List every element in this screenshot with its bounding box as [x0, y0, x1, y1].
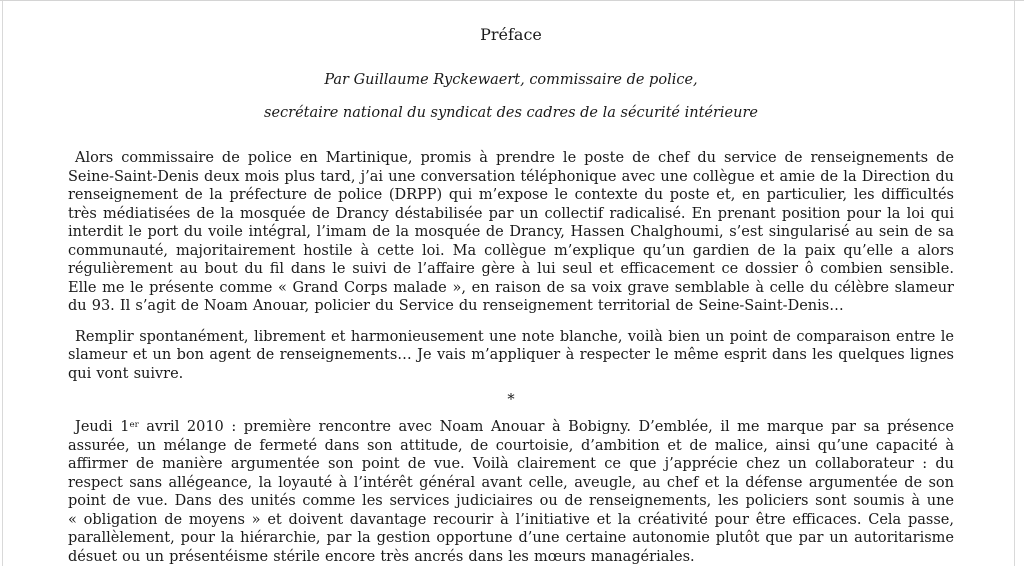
section-separator-asterisk: * [507, 392, 515, 408]
byline-author: Par Guillaume Ryckewaert, commissaire de police, [324, 72, 698, 88]
paragraph-2: Remplir spontanément, librement et harmonieusement une note blanche, voilà bien un point de comparaison entre le slameur et un bon agent de renseignements… Je vais m’appliquer à respecter le même esprit dans les quelques lignes qui vont suivre. [68, 328, 954, 382]
paragraph-1: Alors commissaire de police en Martinique, promis à prendre le poste de chef du service de renseignements de Seine-Saint-Denis deux mois plus tard, j’ai une conversation téléphonique avec une collègue et amie de la Direction du renseignement de la préfecture de police (DRPP) qui m’expose le contexte du poste et, en particulier, les difficultés très médiatisées de la mosquée de Drancy déstabilisée par un collectif radicalisé. En prenant position pour la loi qui interdit le port du voile intégral, l’imam de la mosquée de Drancy, Hassen Chalghoumi, s’est singularisé au sein de sa communauté, majoritairement hostile à cette loi. Ma collègue m’explique qu’un gardien de la paix qu’elle a alors régulièrement au bout du fil dans le suivi de l’affaire gère à lui seul et efficacement ce dossier ô combien sensible. Elle me le présente comme « Grand Corps malade », en raison de sa voix grave semblable à celle du célèbre slameur du 93. Il s’agit de Noam Anouar, policier du Service du renseignement territorial de Seine-Saint-Denis… [68, 150, 954, 314]
page-title: Préface [480, 25, 542, 44]
superscript-ordinal: er [129, 420, 139, 430]
book-page [2, 1, 1015, 566]
paragraph-3 [68, 418, 954, 566]
paragraph-3-rest: avril 2010 : première rencontre avec Noam Anouar à Bobigny. D’emblée, il me marque par sa présence assurée, un mélange de fermeté dans son attitude, de courtoisie, d’ambition et de malice, ainsi qu’une capacité à affirmer de manière argumentée son point de vue. Voilà clairement ce que j’apprécie chez un collaborateur : du respect sans allégeance, la loyauté à l’intérêt général avant celle, aveugle, au chef et la défense argumentée de son point de vue. Dans des unités comme les services judiciaires ou de renseignements, les policiers sont soumis à une « obligation de moyens » et doivent davantage recourir à l’initiative et la créativité pour être efficaces. Cela passe, parallèlement, pour la hiérarchie, par la gestion opportune d’une certaine autonomie plutôt que par un autoritarisme désuet ou un présentéisme stérile encore très ancrés dans les mœurs managériales. [68, 419, 954, 565]
byline-role: secrétaire national du syndicat des cadres de la sécurité intérieure [264, 105, 758, 121]
paragraph-3-start: Jeudi 1 [75, 419, 130, 435]
